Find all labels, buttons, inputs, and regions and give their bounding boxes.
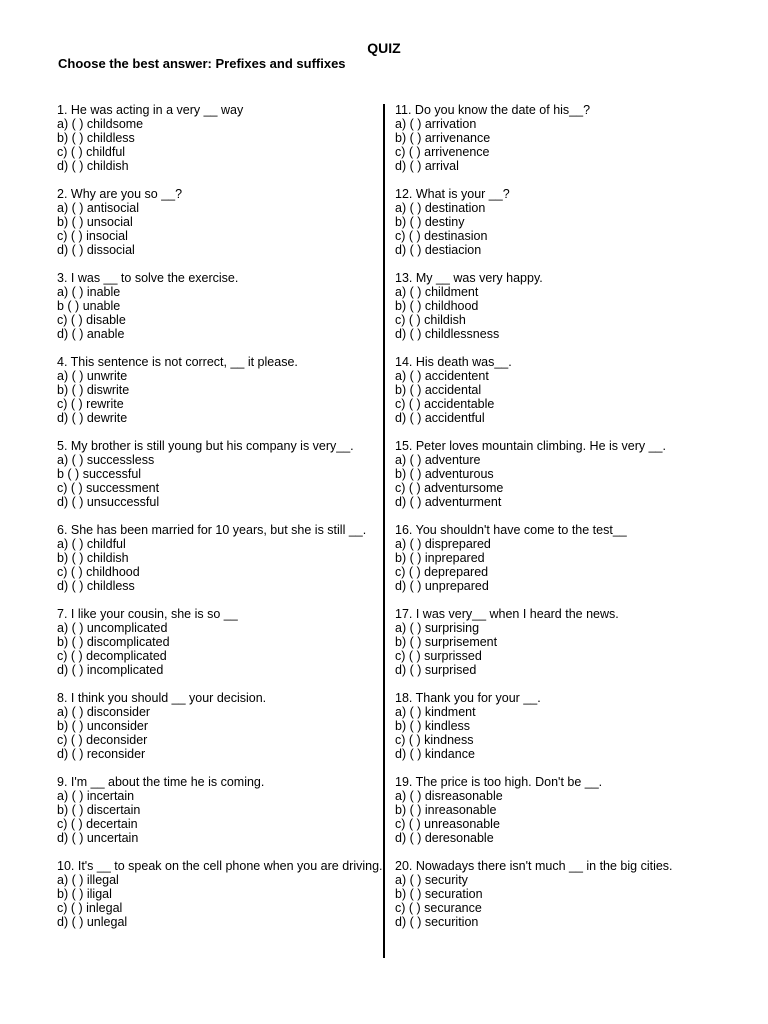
question-3 [57, 271, 392, 355]
question-stem: 6. She has been married for 10 years, but she is still __. [57, 523, 367, 537]
answer-option[interactable]: b) ( ) inreasonable [395, 803, 497, 817]
answer-option[interactable]: d) ( ) dissocial [57, 243, 135, 257]
answer-option[interactable]: d) ( ) deresonable [395, 831, 494, 845]
answer-option[interactable]: c) ( ) decomplicated [57, 649, 167, 663]
question-14 [395, 355, 730, 439]
answer-option[interactable]: b) ( ) inprepared [395, 551, 485, 565]
question-8 [57, 691, 392, 775]
answer-option[interactable]: d) ( ) childlessness [395, 327, 500, 341]
answer-option[interactable]: d) ( ) incomplicated [57, 663, 164, 677]
answer-option[interactable]: a) ( ) unwrite [57, 369, 128, 383]
answer-option[interactable]: a) ( ) successless [57, 453, 155, 467]
question-stem: 2. Why are you so __? [57, 187, 183, 201]
answer-option[interactable]: d) ( ) arrival [395, 159, 459, 173]
question-18 [395, 691, 730, 775]
answer-option[interactable]: d) ( ) kindance [395, 747, 475, 761]
question-stem: 7. I like your cousin, she is so __ [57, 607, 238, 621]
answer-option[interactable]: c) ( ) accidentable [395, 397, 495, 411]
answer-option[interactable]: b) ( ) diswrite [57, 383, 130, 397]
answer-option[interactable]: b) ( ) accidental [395, 383, 482, 397]
answer-option[interactable]: d) ( ) unlegal [57, 915, 128, 929]
answer-option[interactable]: a) ( ) childful [57, 537, 126, 551]
answer-option[interactable]: d) ( ) destiacion [395, 243, 482, 257]
answer-option[interactable]: c) ( ) securance [395, 901, 482, 915]
answer-option[interactable]: b) ( ) arrivenance [395, 131, 491, 145]
question-19 [395, 775, 730, 859]
question-stem: 19. The price is too high. Don't be __. [395, 775, 603, 789]
answer-option[interactable]: b) ( ) kindless [395, 719, 471, 733]
answer-option[interactable]: b) ( ) childless [57, 131, 135, 145]
question-stem: 18. Thank you for your __. [395, 691, 541, 705]
question-stem: 8. I think you should __ your decision. [57, 691, 267, 705]
answer-option[interactable]: d) ( ) unsuccessful [57, 495, 160, 509]
answer-option[interactable]: a) ( ) adventure [395, 453, 481, 467]
question-stem: 3. I was __ to solve the exercise. [57, 271, 239, 285]
question-stem: 5. My brother is still young but his company is very__. [57, 439, 354, 453]
answer-option[interactable]: a) ( ) disconsider [57, 705, 151, 719]
answer-option[interactable]: a) ( ) illegal [57, 873, 119, 887]
answer-option[interactable]: a) ( ) arrivation [395, 117, 477, 131]
answer-option[interactable]: b) ( ) securation [395, 887, 483, 901]
answer-option[interactable]: b) ( ) childish [57, 551, 129, 565]
question-stem: 16. You shouldn't have come to the test__ [395, 523, 627, 537]
answer-option[interactable]: c) ( ) kindness [395, 733, 474, 747]
answer-option[interactable]: d) ( ) unprepared [395, 579, 489, 593]
question-20 [395, 859, 730, 943]
question-stem: 11. Do you know the date of his__? [395, 103, 591, 117]
answer-option[interactable]: d) ( ) anable [57, 327, 125, 341]
answer-option[interactable]: a) ( ) childment [395, 285, 479, 299]
answer-option[interactable]: b) ( ) iligal [57, 887, 112, 901]
answer-option[interactable]: a) ( ) kindment [395, 705, 476, 719]
answer-option[interactable]: c) ( ) childful [57, 145, 126, 159]
question-15 [395, 439, 730, 523]
answer-option[interactable]: b) ( ) childhood [395, 299, 479, 313]
answer-option[interactable]: c) ( ) rewrite [57, 397, 124, 411]
quiz-title: QUIZ [367, 40, 401, 56]
answer-option[interactable]: a) ( ) disprepared [395, 537, 491, 551]
answer-option[interactable]: c) ( ) inlegal [57, 901, 123, 915]
answer-option[interactable]: c) ( ) arrivenence [395, 145, 490, 159]
question-2 [57, 187, 392, 271]
answer-option[interactable]: d) ( ) childish [57, 159, 129, 173]
answer-option[interactable]: c) ( ) deconsider [57, 733, 148, 747]
answer-option[interactable]: a) ( ) incertain [57, 789, 135, 803]
answer-option[interactable]: c) ( ) childhood [57, 565, 140, 579]
question-stem: 20. Nowadays there isn't much __ in the big cities. [395, 859, 673, 873]
answer-option[interactable]: d) ( ) securition [395, 915, 479, 929]
answer-option[interactable]: c) ( ) destinasion [395, 229, 488, 243]
answer-option[interactable]: c) ( ) deprepared [395, 565, 489, 579]
answer-option[interactable]: c) ( ) insocial [57, 229, 128, 243]
answer-option[interactable]: d) ( ) surprised [395, 663, 477, 677]
answer-option[interactable]: a) ( ) destination [395, 201, 486, 215]
answer-option[interactable]: c) ( ) adventursome [395, 481, 504, 495]
answer-option[interactable]: a) ( ) childsome [57, 117, 144, 131]
question-stem: 1. He was acting in a very __ way [57, 103, 244, 117]
answer-option[interactable]: d) ( ) dewrite [57, 411, 128, 425]
right-question-column [395, 103, 730, 943]
question-stem: 9. I'm __ about the time he is coming. [57, 775, 265, 789]
question-stem: 4. This sentence is not correct, __ it please. [57, 355, 298, 369]
answer-option[interactable]: b ( ) successful [57, 467, 142, 481]
answer-option[interactable]: d) ( ) accidentful [395, 411, 485, 425]
answer-option[interactable]: c) ( ) childish [395, 313, 466, 327]
question-stem: 12. What is your __? [395, 187, 510, 201]
answer-option[interactable]: b ( ) unable [57, 299, 121, 313]
answer-option[interactable]: b) ( ) unsocial [57, 215, 133, 229]
question-stem: 17. I was very__ when I heard the news. [395, 607, 619, 621]
question-stem: 15. Peter loves mountain climbing. He is very __. [395, 439, 666, 453]
answer-option[interactable]: b) ( ) discertain [57, 803, 141, 817]
left-question-column [57, 103, 392, 943]
answer-option[interactable]: b) ( ) destiny [395, 215, 465, 229]
answer-option[interactable]: b) ( ) discomplicated [57, 635, 170, 649]
question-4 [57, 355, 392, 439]
column-divider [383, 104, 385, 958]
question-10 [57, 859, 392, 943]
question-5 [57, 439, 392, 523]
answer-option[interactable]: b) ( ) unconsider [57, 719, 149, 733]
answer-option[interactable]: c) ( ) disable [57, 313, 126, 327]
answer-option[interactable]: c) ( ) surprissed [395, 649, 482, 663]
answer-option[interactable]: c) ( ) unreasonable [395, 817, 500, 831]
answer-option[interactable]: a) ( ) antisocial [57, 201, 139, 215]
question-6 [57, 523, 392, 607]
answer-option[interactable]: a) ( ) security [395, 873, 468, 887]
question-16 [395, 523, 730, 607]
answer-option[interactable]: d) ( ) childless [57, 579, 135, 593]
answer-option[interactable]: d) ( ) uncertain [57, 831, 139, 845]
answer-option[interactable]: b) ( ) adventurous [395, 467, 494, 481]
question-stem: 10. It's __ to speak on the cell phone when you are driving. [57, 859, 383, 873]
question-7 [57, 607, 392, 691]
quiz-instruction: Choose the best answer: Prefixes and suffixes [58, 56, 346, 71]
question-stem: 14. His death was__. [395, 355, 512, 369]
question-13 [395, 271, 730, 355]
question-17 [395, 607, 730, 691]
question-12 [395, 187, 730, 271]
question-1 [57, 103, 392, 187]
answer-option[interactable]: a) ( ) accidentent [395, 369, 489, 383]
answer-option[interactable]: a) ( ) surprising [395, 621, 480, 635]
answer-option[interactable]: c) ( ) successment [57, 481, 160, 495]
answer-option[interactable]: d) ( ) reconsider [57, 747, 146, 761]
answer-option[interactable]: a) ( ) uncomplicated [57, 621, 168, 635]
answer-option[interactable]: a) ( ) inable [57, 285, 121, 299]
question-stem: 13. My __ was very happy. [395, 271, 543, 285]
answer-option[interactable]: a) ( ) disreasonable [395, 789, 503, 803]
answer-option[interactable]: d) ( ) adventurment [395, 495, 502, 509]
answer-option[interactable]: c) ( ) decertain [57, 817, 138, 831]
question-11 [395, 103, 730, 187]
question-9 [57, 775, 392, 859]
answer-option[interactable]: b) ( ) surprisement [395, 635, 498, 649]
